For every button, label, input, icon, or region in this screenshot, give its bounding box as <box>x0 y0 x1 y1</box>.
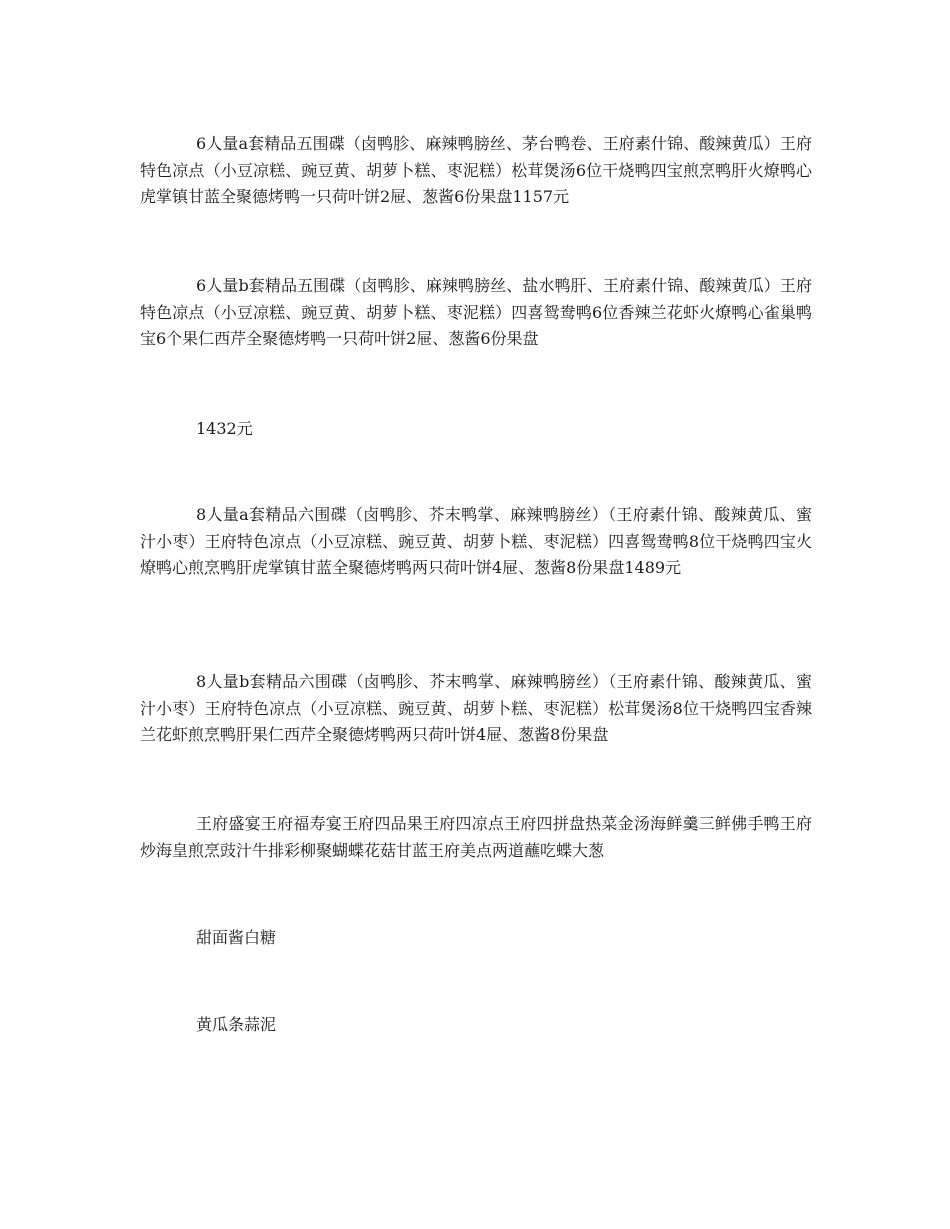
menu-set-6a-paragraph: 6人量a套精品五围碟（卤鸭胗、麻辣鸭膀丝、茅台鸭卷、王府素什锦、酸辣黄瓜）王府特色凉点（小豆凉糕、豌豆黄、胡萝卜糕、枣泥糕）松茸煲汤6位干烧鸭四宝煎烹鸭肝火燎鸭心虎掌镇甘蓝全聚德烤鸭一只荷叶饼2屉、葱酱6份果盘1157元 <box>140 134 812 207</box>
menu-set-6b-price: 1432元 <box>196 419 253 438</box>
menu-set-6b-paragraph: 6人量b套精品五围碟（卤鸭胗、麻辣鸭膀丝、盐水鸭肝、王府素什锦、酸辣黄瓜）王府特色凉点（小豆凉糕、豌豆黄、胡萝卜糕、枣泥糕）四喜鸳鸯鸭6位香辣兰花虾火燎鸭心雀巢鸭宝6个果仁西芹全聚德烤鸭一只荷叶饼2屉、葱酱6份果盘 <box>140 276 812 349</box>
condiment-line-2: 黄瓜条蒜泥 <box>196 1015 277 1034</box>
menu-set-8a-paragraph: 8人量a套精品六围碟（卤鸭胗、芥末鸭掌、麻辣鸭膀丝）（王府素什锦、酸辣黄瓜、蜜汁小枣）王府特色凉点（小豆凉糕、豌豆黄、胡萝卜糕、枣泥糕）四喜鸳鸯鸭8位干烧鸭四宝火燎鸭心煎烹鸭肝虎掌镇甘蓝全聚德烤鸭两只荷叶饼4屉、葱酱8份果盘1489元 <box>140 505 812 578</box>
banquet-menu-paragraph: 王府盛宴王府福寿宴王府四品果王府四凉点王府四拼盘热菜金汤海鲜羹三鲜佛手鸭王府炒海皇煎烹豉汁牛排彩柳聚蝴蝶花菇甘蓝王府美点两道蘸吃蝶大葱 <box>140 814 812 860</box>
condiment-line-1: 甜面酱白糖 <box>196 928 277 947</box>
menu-set-8b-paragraph: 8人量b套精品六围碟（卤鸭胗、芥末鸭掌、麻辣鸭膀丝）（王府素什锦、酸辣黄瓜、蜜汁小枣）王府特色凉点（小豆凉糕、豌豆黄、胡萝卜糕、枣泥糕）松茸煲汤8位干烧鸭四宝香辣兰花虾煎烹鸭肝果仁西芹全聚德烤鸭两只荷叶饼4屉、葱酱8份果盘 <box>140 672 812 745</box>
